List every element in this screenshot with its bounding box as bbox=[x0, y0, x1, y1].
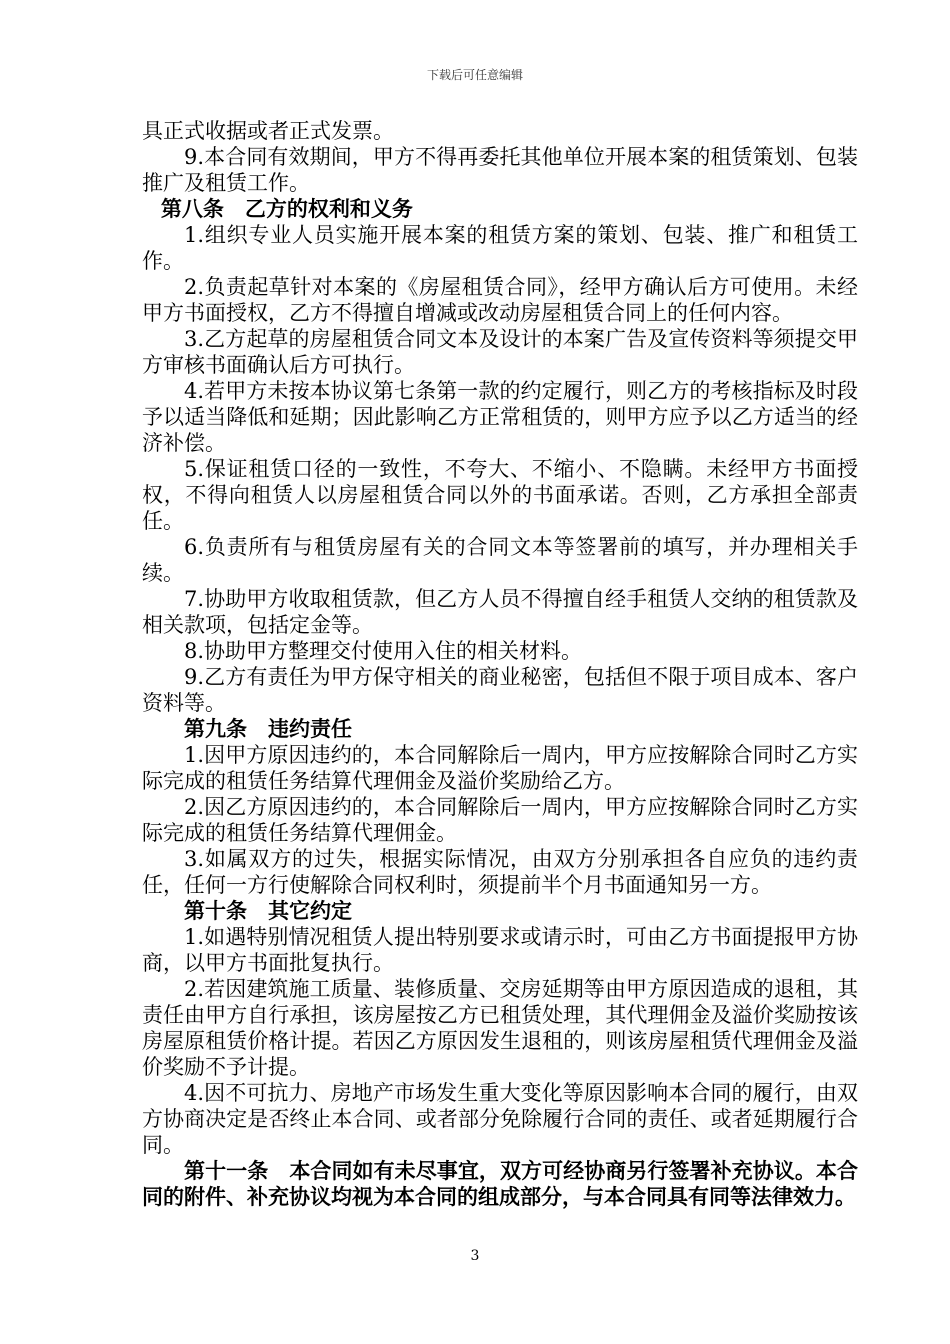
section-heading: 第十条 其它约定 bbox=[184, 898, 352, 923]
paragraph: 4.因不可抗力、房地产市场发生重大变化等原因影响本合同的履行，由双方协商决定是否终止本合同、或者部分免除履行合同的责任、或者延期履行合同。 bbox=[142, 1081, 858, 1157]
paragraph: 3.乙方起草的房屋租赁合同文本及设计的本案广告及宣传资料等须提交甲方审核书面确认后方可执行。 bbox=[142, 327, 858, 377]
page-header: 下载后可任意编辑 bbox=[426, 68, 523, 82]
paragraph: 1.如遇特别情况租赁人提出特别要求或请示时，可由乙方书面提报甲方协商，以甲方书面批复执行。 bbox=[142, 925, 858, 975]
final-clause: 第十一条 本合同如有未尽事宜，双方可经协商另行签署补充协议。本合同的附件、补充协议均视为本合同的组成部分，与本合同具有同等法律效力。 bbox=[142, 1158, 858, 1209]
paragraph: 1.因甲方原因违约的，本合同解除后一周内，甲方应按解除合同时乙方实际完成的租赁任务结算代理佣金及溢价奖励给乙方。 bbox=[142, 743, 858, 793]
paragraph: 具正式收据或者正式发票。 bbox=[142, 119, 394, 143]
document-body bbox=[142, 118, 858, 1210]
paragraph: 9.乙方有责任为甲方保守相关的商业秘密，包括但不限于项目成本、客户资料等。 bbox=[142, 665, 858, 715]
page-number: 3 bbox=[470, 1248, 480, 1264]
paragraph: 1.组织专业人员实施开展本案的租赁方案的策划、包装、推广和租赁工作。 bbox=[142, 223, 858, 273]
paragraph: 7.协助甲方收取租赁款，但乙方人员不得擅自经手租赁人交纳的租赁款及相关款项，包括定金等。 bbox=[142, 587, 858, 637]
paragraph: 5.保证租赁口径的一致性，不夸大、不缩小、不隐瞒。未经甲方书面授权，不得向租赁人以房屋租赁合同以外的书面承诺。否则，乙方承担全部责任。 bbox=[142, 457, 858, 533]
paragraph: 2.因乙方原因违约的，本合同解除后一周内，甲方应按解除合同时乙方实际完成的租赁任务结算代理佣金。 bbox=[142, 795, 858, 845]
paragraph: 2.负责起草针对本案的《房屋租赁合同》，经甲方确认后方可使用。未经甲方书面授权，乙方不得擅自增减或改动房屋租赁合同上的任何内容。 bbox=[142, 275, 858, 325]
paragraph: 3.如属双方的过失，根据实际情况，由双方分别承担各自应负的违约责任，任何一方行使解除合同权利时，须提前半个月书面通知另一方。 bbox=[142, 847, 858, 897]
paragraph: 8.协助甲方整理交付使用入住的相关材料。 bbox=[184, 639, 583, 663]
section-heading: 第八条 乙方的权利和义务 bbox=[160, 196, 413, 221]
paragraph: 2.若因建筑施工质量、装修质量、交房延期等由甲方原因造成的退租，其责任由甲方自行承担，该房屋按乙方已租赁处理，其代理佣金及溢价奖励按该房屋原租赁价格计提。若因乙方原因发生退租的，则该房屋租赁代理佣金及溢价奖励不予计提。 bbox=[142, 977, 858, 1079]
section-heading: 第九条 违约责任 bbox=[184, 716, 352, 741]
paragraph: 9.本合同有效期间，甲方不得再委托其他单位开展本案的租赁策划、包装推广及租赁工作。 bbox=[142, 145, 858, 195]
paragraph: 6.负责所有与租赁房屋有关的合同文本等签署前的填写，并办理相关手续。 bbox=[142, 535, 858, 585]
paragraph: 4.若甲方未按本协议第七条第一款的约定履行，则乙方的考核指标及时段予以适当降低和延期；因此影响乙方正常租赁的，则甲方应予以乙方适当的经济补偿。 bbox=[142, 379, 858, 455]
